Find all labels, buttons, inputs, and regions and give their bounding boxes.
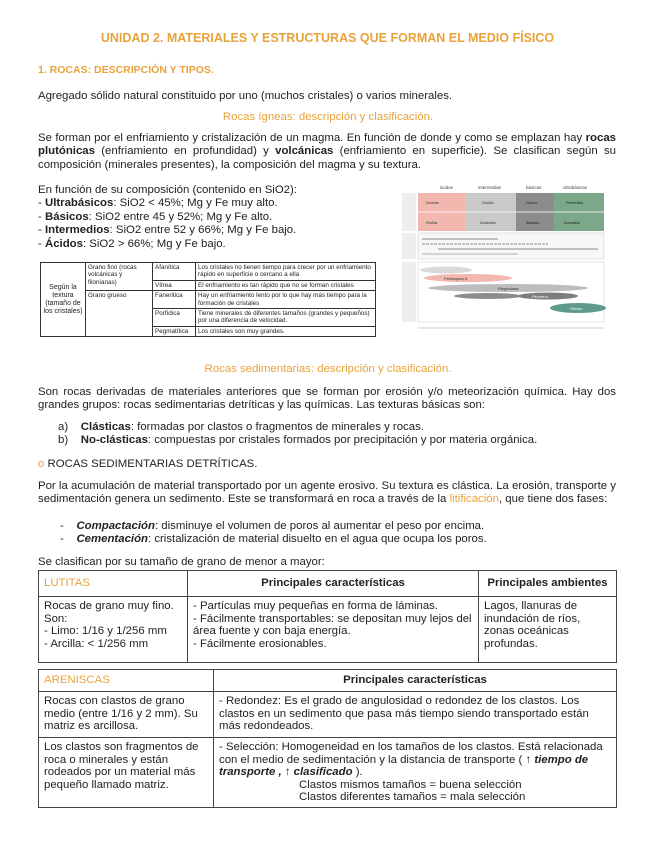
diagram-col-label: ultrabásicas — [563, 185, 588, 190]
seleccion-buena: Clastos mismos tamaños = buena selección — [299, 778, 522, 791]
comp-item: - Ultrabásicos: SiO2 < 45%; Mg y Fe muy alto. — [38, 197, 278, 210]
rock-name: Basalto — [526, 220, 540, 225]
texture-type-b: b) No-clásticas: compuestas por cristales formados por precipitación y por materia orgánica. — [58, 434, 538, 447]
grano-intro: Se clasifican por su tamaño de grano de menor a mayor: — [38, 556, 325, 568]
composition-list — [38, 184, 398, 251]
detriticas-paragraph: Por la acumulación de material transportado por un agente erosivo. Su textura es clástica. La erosión, transporte y sedimentación genera un sedimento. Este se transformará en roca a través de la litificación, que tiene dos fases: — [38, 480, 616, 506]
texture-name: Faneritica — [153, 291, 196, 309]
texture-desc: Tiene minerales de diferentes tamaños (grandes y pequeños) por una diferencia de velocidad. — [196, 309, 376, 327]
lutitas-env-header: Principales ambientes — [479, 571, 617, 597]
texture-desc: Los cristales son muy grandes. — [196, 326, 376, 336]
mineral-band-pyroxene — [518, 293, 578, 300]
seleccion-mala: Clastos diferentes tamaños = mala selección — [299, 791, 526, 804]
rock-name: Komatita — [564, 220, 580, 225]
areniscas-char-header: Principales características — [214, 670, 617, 692]
page-title: UNIDAD 2. MATERIALES Y ESTRUCTURAS QUE FORMAN EL MEDIO FÍSICO — [100, 31, 555, 45]
areniscas-desc-2: Los clastos son fragmentos de roca o minerales y están rodeados por un material más pequeño llamado matriz. — [39, 738, 214, 808]
texture-desc: Los cristales no tienen tiempo para crecer por un enfriamiento rápido en superficie o cercano a ella — [196, 263, 376, 281]
mineral-label: Olivino — [570, 306, 583, 311]
texture-side-label: Según la textura (tamaño de los cristales) — [41, 263, 86, 337]
areniscas-table — [38, 669, 617, 808]
texture-desc: Hay un enfriamiento lento por lo que hay más tiempo para la formación de cristales — [196, 291, 376, 309]
texture-group-coarse: Grano grueso — [86, 291, 153, 337]
lutitas-char: - Partículas muy pequeñas en forma de láminas. - Fácilmente transportables: se depositan muy lejos del área fuente y con baja energía. - Fácilmente erosionables. — [188, 597, 479, 663]
intro-text: Agregado sólido natural constituido por uno (muchos cristales) o varios minerales. — [38, 90, 453, 102]
mineral-band-amphibole — [454, 293, 522, 299]
texture-group-fine: Grano fino (rocas volcánicas y filonianas) — [86, 263, 153, 291]
igneous-classification-diagram — [398, 182, 618, 342]
detriticas-heading: o ROCAS SEDIMENTARIAS DETRÍTICAS. — [38, 458, 258, 470]
sedimentarias-paragraph: Son rocas derivadas de materiales anteriores que se forman por erosión y/o meteorización química. Hay dos grandes grupos: rocas sedimentarias detríticas y las químicas. Las texturas básicas son: — [38, 386, 616, 412]
areniscas-redondez: - Redondez: Es el grado de angulosidad o redondez de los clastos. Los clastos en un sedimento que pasa más tiempo siendo transportado están más redondeados. — [214, 692, 617, 738]
igneas-heading: Rocas ígneas: descripción y clasificación. — [222, 111, 434, 123]
comp-item: - Intermedios: SiO2 entre 52 y 66%; Mg y Fe bajo. — [38, 224, 297, 237]
mineral-label: Feldespato K — [444, 276, 468, 281]
mineral-band-quartz — [420, 267, 472, 274]
texture-name: Pegmatítica — [153, 326, 196, 336]
comp-item: - Básicos: SiO2 entre 45 y 52%; Mg y Fe alto. — [38, 210, 273, 223]
sedimentarias-heading: Rocas sedimentarias: descripción y clasificación. — [204, 363, 452, 375]
rock-name: Granito — [426, 200, 440, 205]
lutitas-header: LUTITAS — [39, 571, 188, 597]
texture-table — [40, 262, 376, 337]
texture-types-list — [58, 421, 618, 448]
phase-item: - Cementación: cristalización de material disuelto en el agua que ocupa los poros. — [60, 533, 487, 546]
texture-type-a: a) Clásticas: formadas por clastos o fragmentos de minerales y rocas. — [58, 421, 424, 433]
composition-intro: En función de su composición (contenido en SiO2): — [38, 184, 297, 196]
lutitas-desc: Rocas de grano muy fino. Son: - Limo: 1/16 y 1/256 mm - Arcilla: < 1/256 mm — [39, 597, 188, 663]
comp-item: - Ácidos: SiO2 > 66%; Mg y Fe bajo. — [38, 237, 226, 250]
rock-name: Gabro — [526, 200, 538, 205]
rock-name: Peridotita — [566, 200, 583, 205]
diagram-col-label: intermedias — [478, 185, 502, 190]
areniscas-desc-1: Rocas con clastos de grano medio (entre 1/16 y 2 mm). Su matriz es arcillosa. — [39, 692, 214, 738]
rock-name: Andesita — [480, 220, 496, 225]
litificacion-phases — [60, 520, 620, 547]
diagram-col-label: básicas — [526, 185, 542, 190]
section-heading-rocas: 1. ROCAS: DESCRIPCIÓN Y TIPOS. — [38, 64, 214, 76]
phase-item: - Compactación: disminuye el volumen de poros al aumentar el peso por encima. — [60, 520, 485, 532]
mineral-label: Plagioclasa — [498, 286, 519, 291]
mineral-label: Piroxeno — [532, 294, 548, 299]
texture-name: Porfídica — [153, 309, 196, 327]
areniscas-header: ARENISCAS — [39, 670, 214, 692]
texture-name: Vítrea — [153, 280, 196, 290]
lutitas-table — [38, 570, 617, 663]
texture-name: Afanítica — [153, 263, 196, 281]
rock-name: Diorita — [482, 200, 494, 205]
igneas-paragraph: Se forman por el enfriamiento y cristalización de un magma. En función de donde y como se emplazan hay rocas plutónicas (enfriamiento en profundidad) y volcánicas (enfriamiento en superficie). Se clasifican según su composición (minerales presentes), la composición del magma y su textura. — [38, 132, 617, 171]
rock-name: Riolita — [426, 220, 438, 225]
areniscas-seleccion: - Selección: Homogeneidad en los tamaños de los clastos. Está relacionada con el medio de sedimentación y la distancia de transporte ( ↑ tiempo de transporte , ↑ clasificado ). Clastos mismos tamaños = buena selección Clastos diferentes tamaños = mala selección — [214, 738, 617, 808]
lutitas-env: Lagos, llanuras de inundación de ríos, zonas oceánicas profundas. — [479, 597, 617, 663]
lutitas-char-header: Principales características — [188, 571, 479, 597]
diagram-col-label: ácidas — [440, 185, 454, 190]
texture-desc: El enfriamiento es tan rápido que no se forman cristales — [196, 280, 376, 290]
mineral-band-feldspar — [424, 274, 512, 282]
